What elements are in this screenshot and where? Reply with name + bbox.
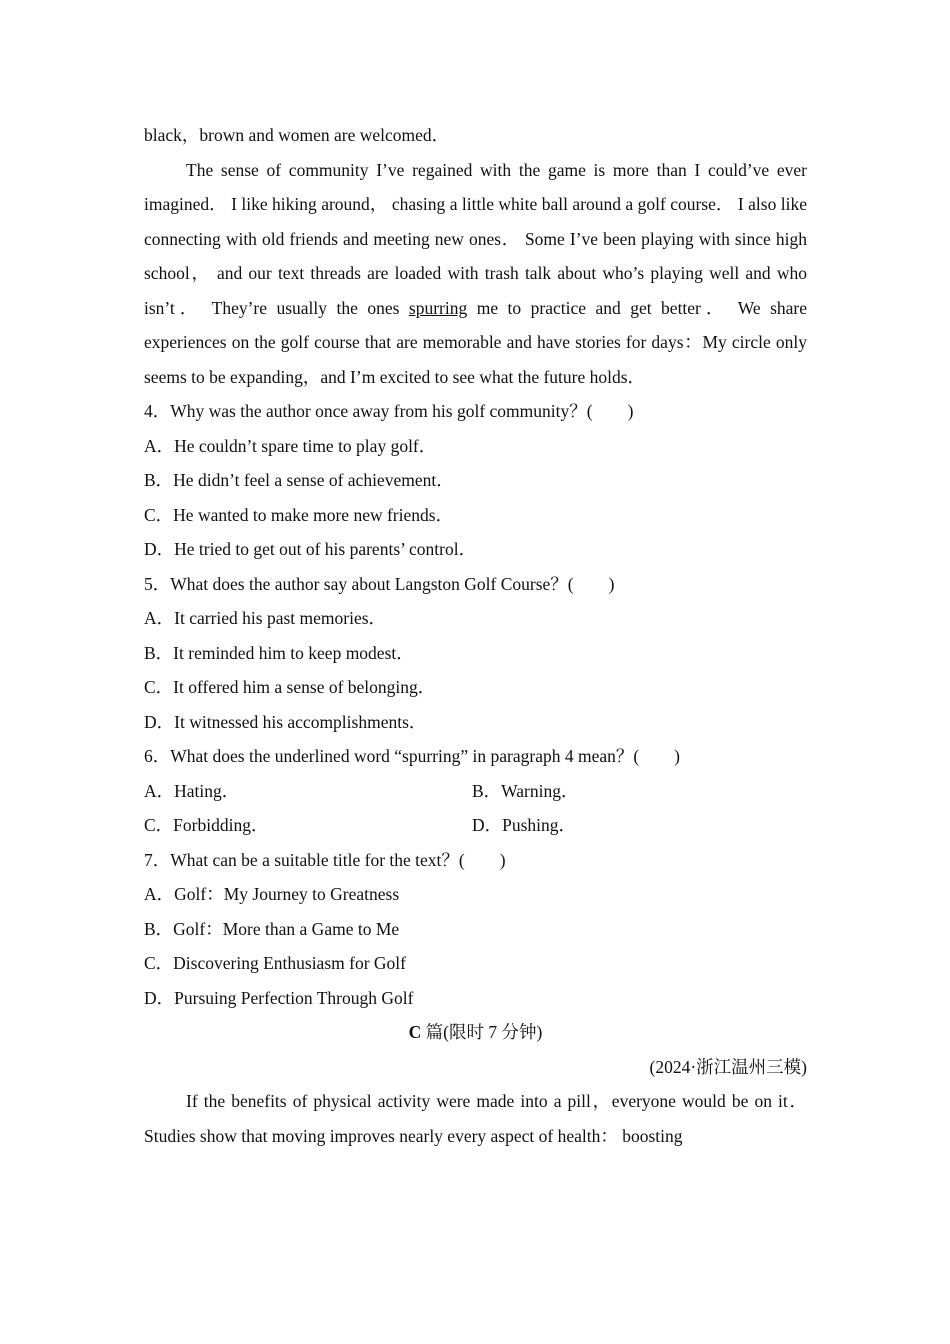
option-a: A．Hating． bbox=[144, 780, 240, 801]
option-d: D．It witnessed his accomplishments． bbox=[144, 711, 427, 732]
section-letter: C bbox=[408, 1022, 422, 1042]
paragraph-text: The sense of community I’ve regained with the game is more than I could’ve ever imagined． I like hiking around， chasing a little white ball around a golf course． I also like connecting with old friends and meeting new ones． Some I’ve been playing with since high school， and our text threads are loaded with trash talk about who’s playing well and who isn’t． They’re usually the ones bbox=[144, 159, 807, 318]
section-time-limit: 篇(限时 7 分钟) bbox=[421, 1022, 543, 1042]
option-row bbox=[144, 808, 807, 843]
question-stem: 4．Why was the author once away from his golf community？( ) bbox=[144, 401, 634, 421]
source-note: (2024·浙江温州三模) bbox=[649, 1056, 807, 1077]
option-b: B．Warning． bbox=[472, 780, 579, 801]
passage-paragraph bbox=[144, 153, 807, 395]
option-a: A．He couldn’t spare time to play golf． bbox=[144, 435, 437, 456]
option-c: C．Discovering Enthusiasm for Golf bbox=[144, 953, 406, 973]
option-d: D．Pursuing Perfection Through Golf bbox=[144, 987, 414, 1008]
option-b: B．It reminded him to keep modest． bbox=[144, 642, 414, 663]
question-stem: 5．What does the author say about Langston Golf Course？( ) bbox=[144, 573, 615, 594]
option-a: A．It carried his past memories． bbox=[144, 608, 387, 628]
passage-paragraph: If the benefits of physical activity were made into a pill，everyone would be on it． Studies show that moving improves nearly every aspect of health： boosting bbox=[144, 1091, 807, 1146]
option-row bbox=[144, 774, 807, 809]
question-stem: 6．What does the underlined word “spurring” in paragraph 4 mean？( ) bbox=[144, 746, 681, 766]
question-5 bbox=[144, 567, 807, 740]
option-d: D．He tried to get out of his parents’ control． bbox=[144, 539, 477, 559]
option-c: C．Forbidding． bbox=[144, 815, 269, 835]
underlined-word: spurring bbox=[408, 297, 468, 318]
option-a: A．Golf：My Journey to Greatness bbox=[144, 884, 400, 904]
option-b: B．He didn’t feel a sense of achievement． bbox=[144, 470, 454, 490]
section-heading bbox=[144, 1015, 807, 1050]
question-4 bbox=[144, 394, 807, 567]
option-c: C．He wanted to make more new friends． bbox=[144, 504, 454, 525]
option-c: C．It offered him a sense of belonging． bbox=[144, 677, 436, 697]
document-page bbox=[144, 118, 807, 1153]
option-d: D．Pushing． bbox=[472, 815, 577, 835]
question-6 bbox=[144, 739, 807, 843]
option-b: B．Golf：More than a Game to Me bbox=[144, 918, 400, 939]
passage-line: black，brown and women are welcomed． bbox=[144, 125, 450, 145]
question-stem: 7．What can be a suitable title for the text？( ) bbox=[144, 849, 506, 870]
paragraph-text: me to practice and get better． We share experiences on the golf course that are memorable and have stories for days：My circle only seems to be expanding，and I’m excited to see what the future holds． bbox=[144, 297, 807, 387]
question-7 bbox=[144, 843, 807, 1016]
